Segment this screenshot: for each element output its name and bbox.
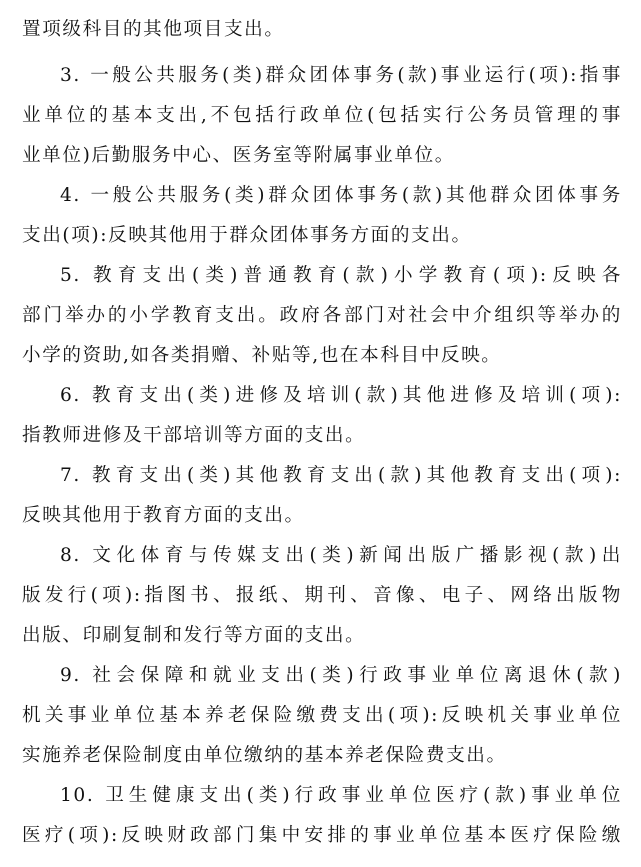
text-line: 小学的资助,如各类捐赠、补贴等,也在本科目中反映。 [22,345,502,366]
text-line: 6. 教育支出(类)进修及培训(款)其他进修及培训(项): [60,385,622,406]
text-line: 业单位的基本支出,不包括行政单位(包括实行公务员管理的事 [22,105,622,126]
text-line: 部门举办的小学教育支出。政府各部门对社会中介组织等举办的 [22,305,622,326]
text-line: 出版、印刷复制和发行等方面的支出。 [22,625,366,646]
text-line: 版发行(项):指图书、报纸、期刊、音像、电子、网络出版物 [22,585,622,606]
text-line: 5. 教育支出(类)普通教育(款)小学教育(项):反映各 [60,265,622,286]
text-line: 8. 文化体育与传媒支出(类)新闻出版广播影视(款)出 [60,545,622,566]
text-line: 医疗(项):反映财政部门集中安排的事业单位基本医疗保险缴 [22,825,622,846]
text-line: 7. 教育支出(类)其他教育支出(款)其他教育支出(项): [60,465,622,486]
text-line: 业单位)后勤服务中心、医务室等附属事业单位。 [22,145,455,166]
text-line: 10. 卫生健康支出(类)行政事业单位医疗(款)事业单位 [60,785,622,806]
text-line: 反映其他用于教育方面的支出。 [22,505,305,526]
text-line: 9. 社会保障和就业支出(类)行政事业单位离退休(款) [60,665,622,686]
text-line: 3. 一般公共服务(类)群众团体事务(款)事业运行(项):指事 [60,65,622,86]
text-line: 指教师进修及干部培训等方面的支出。 [22,425,366,446]
text-line: 机关事业单位基本养老保险缴费支出(项):反映机关事业单位 [22,705,622,726]
text-line: 4. 一般公共服务(类)群众团体事务(款)其他群众团体事务 [60,185,622,206]
text-line: 支出(项):反映其他用于群众团体事务方面的支出。 [22,225,472,246]
text-line: 实施养老保险制度由单位缴纳的基本养老保险费支出。 [22,745,507,766]
text-line: 置项级科目的其他项目支出。 [22,19,285,40]
